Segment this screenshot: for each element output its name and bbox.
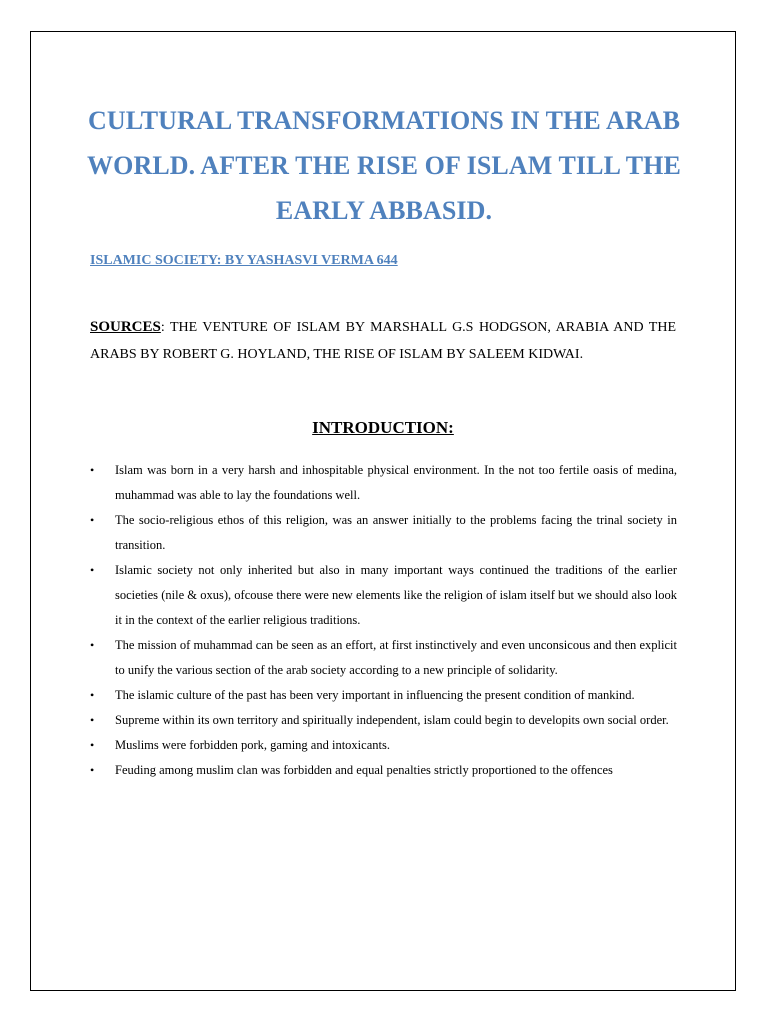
- bullet-icon: •: [90, 738, 95, 752]
- sources-paragraph: [90, 314, 676, 368]
- bullet-item: [90, 758, 677, 783]
- bullet-item: [90, 458, 677, 508]
- bullet-icon: •: [90, 713, 95, 727]
- bullet-icon: •: [90, 463, 95, 477]
- introduction-heading: INTRODUCTION:: [312, 418, 454, 437]
- bullet-icon: •: [90, 688, 95, 702]
- bullet-icon: •: [90, 513, 95, 527]
- bullet-text: Feuding among muslim clan was forbidden and equal penalties strictly proportioned to the offences: [115, 763, 613, 777]
- sources-text: : THE VENTURE OF ISLAM BY MARSHALL G.S HODGSON, ARABIA AND THE ARABS BY ROBERT G. HOYLAND, THE RISE OF ISLAM BY SALEEM KIDWAI.: [90, 320, 676, 362]
- bullet-item: [90, 683, 677, 708]
- bullet-item: [90, 708, 677, 733]
- introduction-bullet-list: [90, 458, 677, 783]
- bullet-icon: •: [90, 563, 95, 577]
- document-title: CULTURAL TRANSFORMATIONS IN THE ARAB WORLD. AFTER THE RISE OF ISLAM TILL THE EARLY ABBASID.: [87, 106, 681, 225]
- sources-label: SOURCES: [90, 319, 161, 335]
- bullet-text: Islam was born in a very harsh and inhospitable physical environment. In the not too fertile oasis of medina, muhammad was able to lay the foundations well.: [115, 463, 677, 502]
- bullet-text: The islamic culture of the past has been very important in influencing the present condition of mankind.: [115, 688, 635, 702]
- bullet-text: The socio-religious ethos of this religion, was an answer initially to the problems facing the trinal society in transition.: [115, 513, 677, 552]
- bullet-text: Supreme within its own territory and spiritually independent, islam could begin to developits own social order.: [115, 713, 669, 727]
- bullet-text: Muslims were forbidden pork, gaming and intoxicants.: [115, 738, 390, 752]
- bullet-item: [90, 733, 677, 758]
- bullet-text: The mission of muhammad can be seen as an effort, at first instinctively and even unconsicous and then explicit to unify the various section of the arab society according to a new principle of solidarity.: [115, 638, 677, 677]
- bullet-item: [90, 633, 677, 683]
- bullet-item: [90, 558, 677, 633]
- bullet-icon: •: [90, 763, 95, 777]
- byline-link[interactable]: ISLAMIC SOCIETY: BY YASHASVI VERMA 644: [90, 253, 398, 268]
- bullet-item: [90, 508, 677, 558]
- bullet-icon: •: [90, 638, 95, 652]
- bullet-text: Islamic society not only inherited but also in many important ways continued the traditions of the earlier societies (nile & oxus), ofcouse there were new elements like the religion of islam itself but we should also look it in the context of the earlier religious traditions.: [115, 563, 677, 627]
